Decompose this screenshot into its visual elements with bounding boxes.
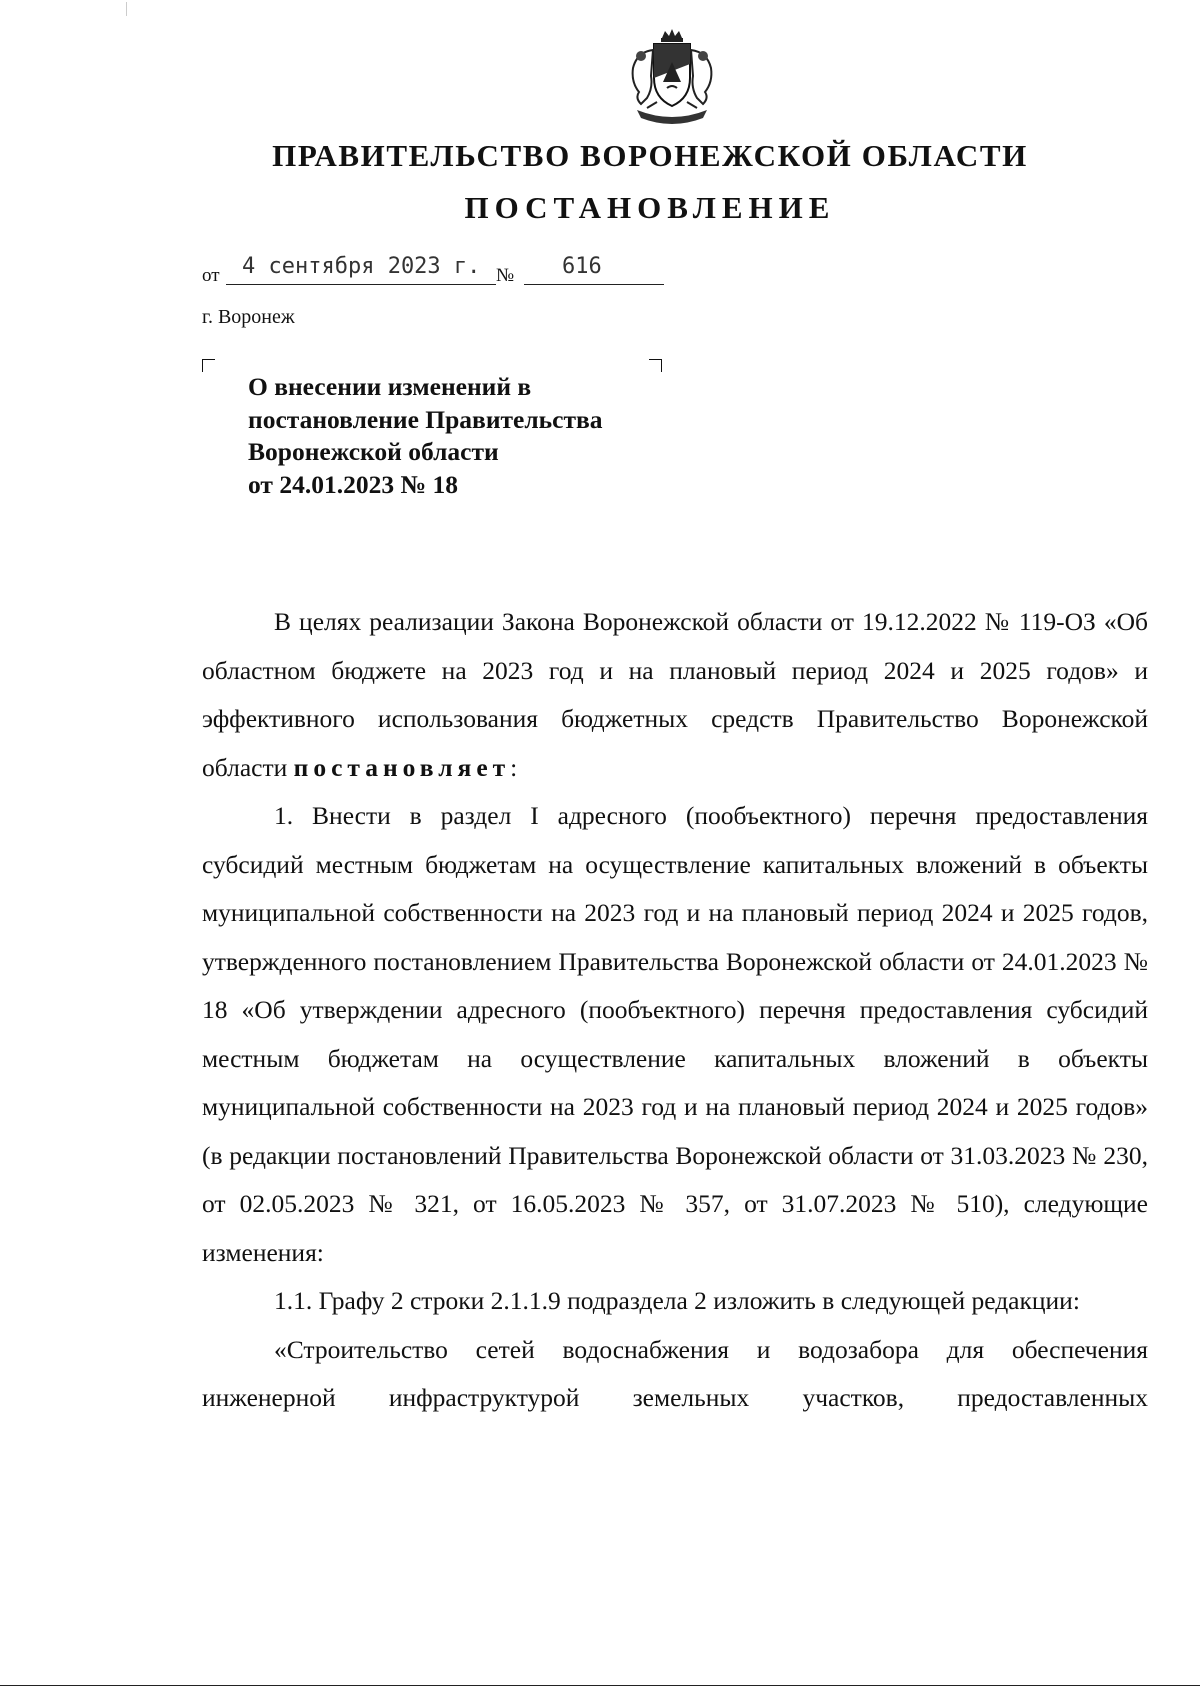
subject-line: от 24.01.2023 № 18 — [248, 469, 458, 499]
decree-word: постановляет — [293, 752, 511, 782]
subject-corner-left — [202, 359, 215, 372]
subject-line: Воронежской области — [248, 437, 499, 466]
preamble-text: В целях реализации Закона Воронежской области от 19.12.2022 № 119-ОЗ «Об областном бюджете на 2023 год и на плановый период 2024 и 2025 годов» и эффективного использования бюджетных средств Правительство Воронежской области — [202, 607, 1148, 782]
coat-of-arms-icon — [617, 28, 727, 128]
decree-colon: : — [510, 752, 518, 782]
document-type: ПОСТАНОВЛЕНИЕ — [464, 190, 836, 225]
page-bottom-rule — [0, 1685, 1200, 1686]
city: г. Воронеж — [202, 306, 295, 328]
scan-artifact — [126, 2, 127, 16]
document-body — [202, 598, 1148, 1423]
document-date: 4 сентября 2023 г. — [242, 254, 481, 279]
subject-line: постановление Правительства — [248, 404, 603, 434]
document-number: 616 — [562, 254, 602, 279]
subject-line: О внесении изменений в — [248, 372, 532, 401]
date-number-line — [202, 252, 672, 288]
item-1-1-paragraph: 1.1. Графу 2 строки 2.1.1.9 подраздела 2 изложить в следующей редакции: — [274, 1286, 1080, 1315]
preamble-paragraph — [202, 598, 1148, 792]
subject-block — [248, 371, 678, 501]
item-1-paragraph: 1. Внести в раздел I адресного (пообъектного) перечня предоставления субсидий местным бюджетам на осуществление капитальных вложений в объекты муниципальной собственности на 2023 год и на плановый период 2024 и 2025 годов, утвержденного постановлением Правительства Воронежской области от 24.01.2023 № 18 «Об утверждении адресного (пообъектного) перечня предоставления субсидий местным бюджетам на осуществление капитальных вложений в объекты муниципальной собственности на 2023 год и на плановый период 2024 и 2025 годов» (в редакции постановлений Правительства Воронежской области от 31.03.2023 № 230, от 02.05.2023 № 321, от 16.05.2023 № 357, от 31.07.2023 № 510), следующие изменения: — [202, 801, 1148, 1267]
number-label: № — [496, 265, 515, 286]
date-underline — [226, 284, 496, 285]
government-title: ПРАВИТЕЛЬСТВО ВОРОНЕЖСКОЙ ОБЛАСТИ — [272, 138, 1028, 173]
number-underline — [524, 284, 664, 285]
from-label: от — [202, 265, 220, 286]
quote-paragraph: «Строительство сетей водоснабжения и водозабора для обеспечения инженерной инфраструктурой земельных участков, предоставленных — [202, 1334, 1148, 1412]
